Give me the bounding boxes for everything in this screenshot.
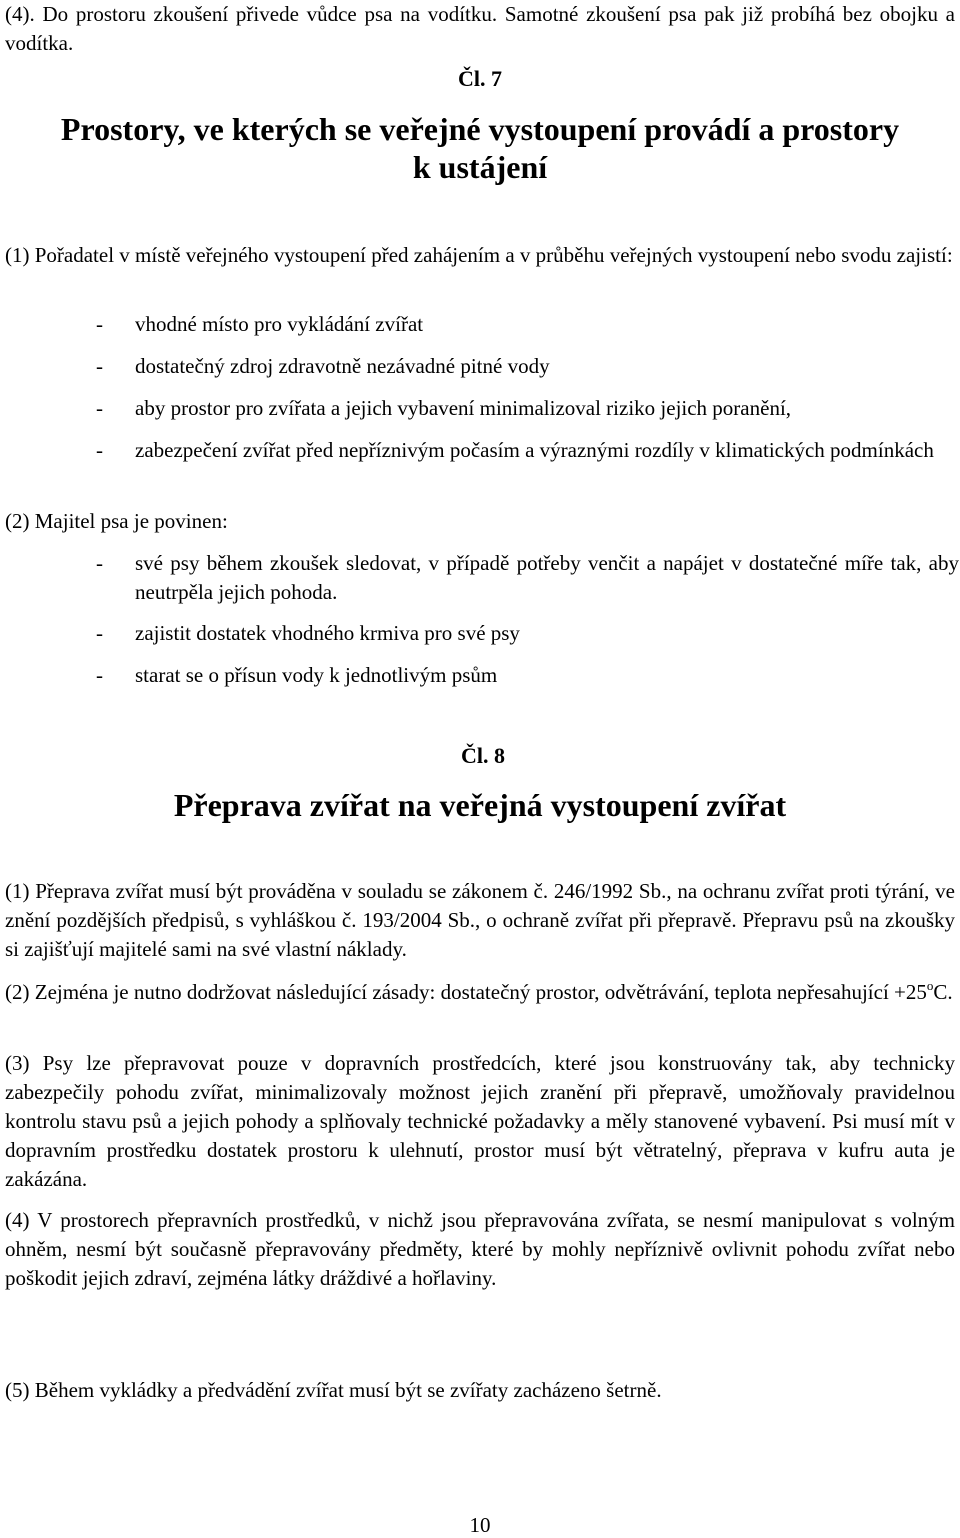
list-dash: - <box>96 438 103 462</box>
list-item-text: dostatečný zdroj zdravotně nezávadné pitné vody <box>135 354 550 378</box>
list-dash: - <box>96 621 103 645</box>
article-8-paragraph-3: (3) Psy lze přepravovat pouze v dopravních prostředcích, které jsou konstruovány tak, aby technicky zabezpečily pohodu zvířat, minimalizovaly možnost jejich zranění při přepravě, umožňovaly pravidelnou kontrolu stavu psů a jejich pohody a splňovaly technické požadavky a měly stanovené vybavení. Psi musí mít v dopravním prostředku dostatek prostoru k ulehnutí, prostor musí být větratelný, přeprava v kufru auta je zakázána. <box>5 1051 955 1191</box>
list-item-text: zabezpečení zvířat před nepříznivým počasím a výraznými rozdíly v klimatických podmínkách <box>135 438 934 462</box>
list-item-text: své psy během zkoušek sledovat, v případě potřeby venčit a napájet v dostatečné míře tak, aby neutrpěla jejich pohoda. <box>135 551 959 604</box>
paragraph-2-text: (2) Zejména je nutno dodržovat následující zásady: dostatečný prostor, odvětrávání, teplota nepřesahující +25 <box>5 980 927 1004</box>
degree-superscript: o <box>926 978 934 993</box>
list-dash: - <box>96 396 103 420</box>
list-item-text: vhodné místo pro vykládání zvířat <box>135 312 424 336</box>
list-dash: - <box>96 354 103 378</box>
list-item-text: starat se o přísun vody k jednotlivým psům <box>135 663 498 687</box>
paragraph-4-intro: (4). Do prostoru zkoušení přivede vůdce psa na vodítku. Samotné zkoušení psa pak již probíhá bez obojku a vodítka. <box>5 2 955 55</box>
list-item-text: zajistit dostatek vhodného krmiva pro své psy <box>135 621 520 645</box>
list-dash: - <box>96 663 103 687</box>
article-7-title-line2: k ustájení <box>412 149 548 185</box>
article-7-paragraph-1: (1) Pořadatel v místě veřejného vystoupení před zahájením a v průběhu veřejných vystoupení nebo svodu zajistí: <box>5 243 953 267</box>
article-7-title-line1: Prostory, ve kterých se veřejné vystoupení provádí a prostory <box>60 111 900 147</box>
article-8-paragraph-4: (4) V prostorech přepravních prostředků, v nichž jsou přepravována zvířata, se nesmí manipulovat s volným ohněm, nesmí být současně přepravovány předměty, které by mohly nepříznivě ovlivnit pohodu zvířat nebo poškodit jejich zdraví, zejména látky dráždivé a hořlaviny. <box>5 1208 955 1290</box>
paragraph-2-unit: C. <box>933 980 953 1004</box>
article-8-paragraph-2 <box>5 978 955 1007</box>
page-number: 10 <box>469 1513 491 1537</box>
article-7-paragraph-2: (2) Majitel psa je povinen: <box>5 509 228 533</box>
article-8-title: Přeprava zvířat na veřejná vystoupení zvířat <box>173 787 787 823</box>
article-8-paragraph-1: (1) Přeprava zvířat musí být prováděna v souladu se zákonem č. 246/1992 Sb., na ochranu zvířat proti týrání, ve znění pozdějších předpisů, s vyhláškou č. 193/2004 Sb., o ochraně zvířat při přepravě. Přepravu psů na zkoušky si zajišťují majitelé sami na své vlastní náklady. <box>5 879 955 961</box>
list-item-text: aby prostor pro zvířata a jejich vybavení minimalizoval riziko jejich poranění, <box>135 396 792 420</box>
list-dash: - <box>96 312 103 336</box>
article-7-number: Čl. 7 <box>458 66 502 91</box>
article-8-paragraph-5: (5) Během vykládky a předvádění zvířat musí být se zvířaty zacházeno šetrně. <box>5 1378 662 1402</box>
article-8-number: Čl. 8 <box>461 743 505 768</box>
list-dash: - <box>96 551 103 575</box>
